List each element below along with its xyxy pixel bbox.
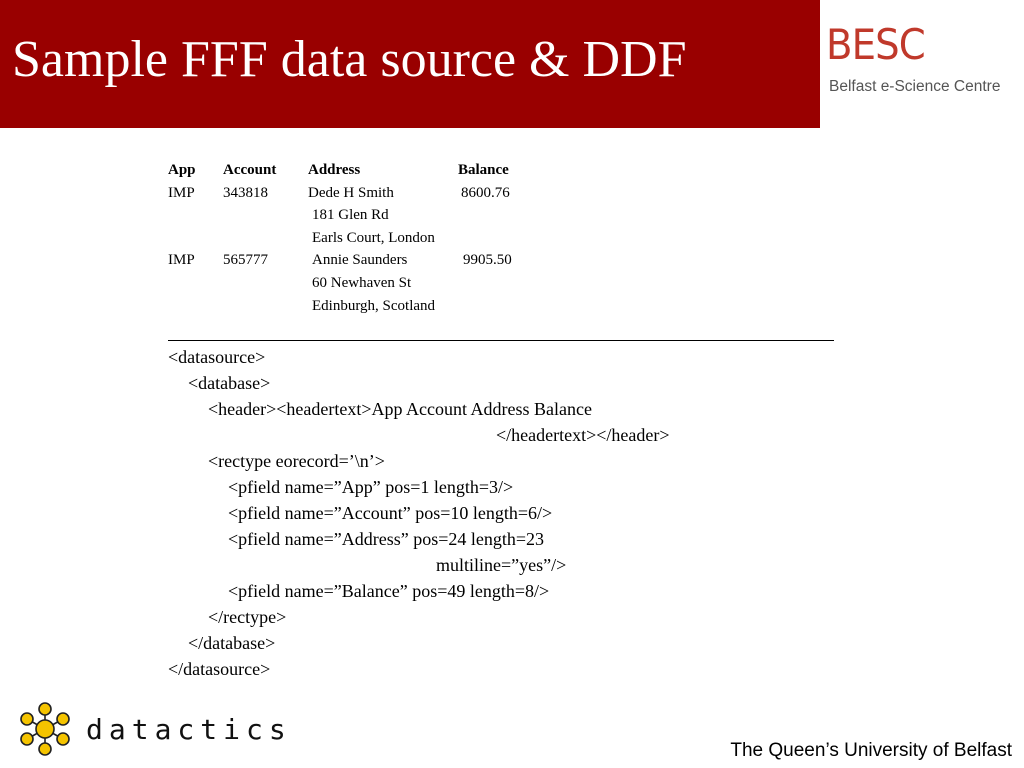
cell-balance: 9905.50	[463, 252, 512, 269]
cell-address-line: Annie Saunders	[312, 252, 408, 269]
footer-university: The Queen’s University of Belfast	[730, 740, 1012, 761]
header-app: App	[168, 162, 196, 178]
slide-title: Sample FFF data source & DDF	[12, 31, 687, 88]
datactics-molecule-icon	[18, 702, 72, 756]
cell-address-line: Edinburgh, Scotland	[312, 297, 436, 314]
ddf-xml-listing	[168, 346, 670, 684]
cell-app: IMP	[168, 252, 195, 269]
besc-logo	[826, 20, 1018, 104]
xml-line: <header><headertext>App Account Address Balance	[208, 399, 592, 419]
xml-line: </headertext></header>	[496, 425, 670, 445]
cell-address-line: Dede H Smith	[308, 184, 394, 201]
xml-line: multiline=”yes”/>	[436, 555, 567, 575]
xml-line: </datasource>	[168, 659, 271, 679]
cell-account: 343818	[223, 184, 268, 201]
xml-line: </database>	[188, 633, 276, 653]
cell-app: IMP	[168, 184, 195, 201]
title-bar	[0, 0, 820, 128]
separator-line	[168, 340, 834, 341]
xml-line: <datasource>	[168, 347, 266, 367]
datactics-wordmark: datactics	[86, 713, 292, 746]
xml-line: <pfield name=”App” pos=1 length=3/>	[228, 477, 514, 497]
cell-account: 565777	[223, 252, 268, 269]
cell-balance: 8600.76	[461, 184, 510, 201]
xml-line: <rectype eorecord=’\n’>	[208, 451, 385, 471]
header-account: Account	[223, 162, 277, 178]
besc-subtitle: Belfast e-Science Centre	[829, 78, 1001, 95]
xml-line: <database>	[188, 373, 271, 393]
cell-address-line: 60 Newhaven St	[312, 274, 412, 291]
datactics-logo	[18, 702, 292, 758]
cell-address-line: 181 Glen Rd	[312, 207, 389, 224]
cell-address-line: Earls Court, London	[312, 229, 435, 246]
header-balance: Balance	[458, 162, 509, 178]
xml-line: <pfield name=”Address” pos=24 length=23	[228, 529, 545, 549]
xml-line: <pfield name=”Account” pos=10 length=6/>	[228, 503, 553, 523]
xml-line: </rectype>	[208, 607, 287, 627]
besc-logo-text: BESC	[826, 20, 925, 69]
header-address: Address	[308, 162, 361, 178]
xml-line: <pfield name=”Balance” pos=49 length=8/>	[228, 581, 550, 601]
